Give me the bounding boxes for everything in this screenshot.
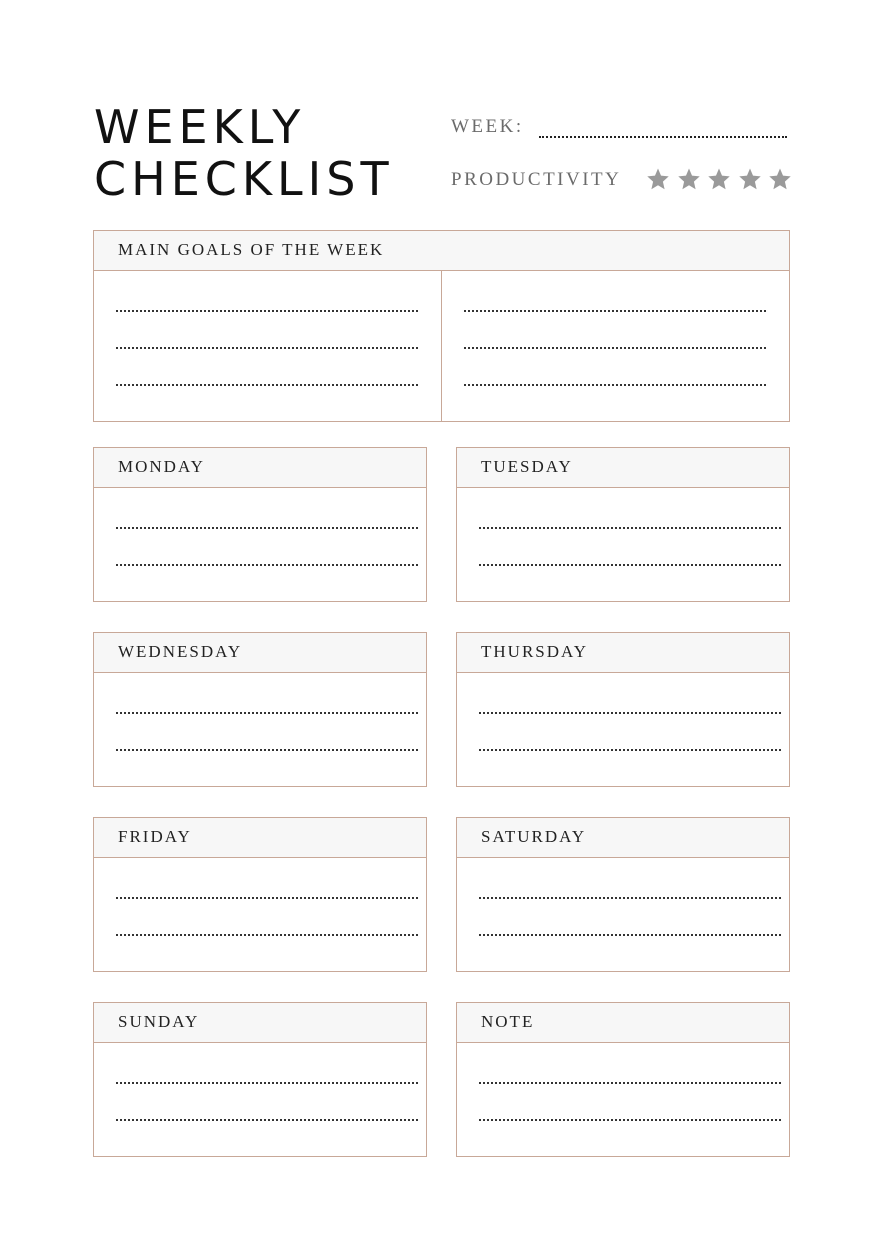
main-goals-heading: MAIN GOALS OF THE WEEK [94, 231, 789, 271]
task-line[interactable] [116, 897, 418, 899]
day-heading: FRIDAY [94, 818, 426, 858]
task-line[interactable] [479, 712, 781, 714]
task-line[interactable] [479, 897, 781, 899]
day-heading: MONDAY [94, 448, 426, 488]
star-icon[interactable] [738, 167, 762, 191]
task-line[interactable] [116, 749, 418, 751]
day-box-wednesday [93, 632, 427, 787]
task-line[interactable] [116, 712, 418, 714]
note-heading: NOTE [457, 1003, 789, 1043]
task-line[interactable] [479, 527, 781, 529]
day-box-saturday [456, 817, 790, 972]
goal-line[interactable] [464, 384, 766, 386]
task-line[interactable] [479, 564, 781, 566]
note-box [456, 1002, 790, 1157]
day-heading: THURSDAY [457, 633, 789, 673]
day-box-thursday [456, 632, 790, 787]
star-icon[interactable] [646, 167, 670, 191]
task-line[interactable] [479, 749, 781, 751]
page-title-line-2: CHECKLIST [94, 152, 394, 206]
star-icon[interactable] [677, 167, 701, 191]
task-line[interactable] [116, 564, 418, 566]
goals-column-divider [441, 271, 442, 421]
task-line[interactable] [479, 934, 781, 936]
goal-line[interactable] [116, 310, 418, 312]
note-line[interactable] [479, 1119, 781, 1121]
task-line[interactable] [116, 1119, 418, 1121]
week-input-line[interactable] [539, 136, 787, 138]
task-line[interactable] [116, 527, 418, 529]
goal-line[interactable] [116, 384, 418, 386]
main-goals-box [93, 230, 790, 422]
day-heading: SATURDAY [457, 818, 789, 858]
task-line[interactable] [116, 1082, 418, 1084]
day-heading: TUESDAY [457, 448, 789, 488]
productivity-label: PRODUCTIVITY [451, 169, 622, 190]
goal-line[interactable] [464, 310, 766, 312]
goal-line[interactable] [116, 347, 418, 349]
day-heading: WEDNESDAY [94, 633, 426, 673]
star-icon[interactable] [707, 167, 731, 191]
goal-line[interactable] [464, 347, 766, 349]
day-heading: SUNDAY [94, 1003, 426, 1043]
day-box-monday [93, 447, 427, 602]
week-label: WEEK: [451, 116, 524, 137]
day-box-sunday [93, 1002, 427, 1157]
star-icon[interactable] [768, 167, 792, 191]
day-box-friday [93, 817, 427, 972]
productivity-rating[interactable] [646, 164, 792, 194]
day-box-tuesday [456, 447, 790, 602]
task-line[interactable] [116, 934, 418, 936]
page-title-line-1: WEEKLY [94, 100, 306, 154]
note-line[interactable] [479, 1082, 781, 1084]
